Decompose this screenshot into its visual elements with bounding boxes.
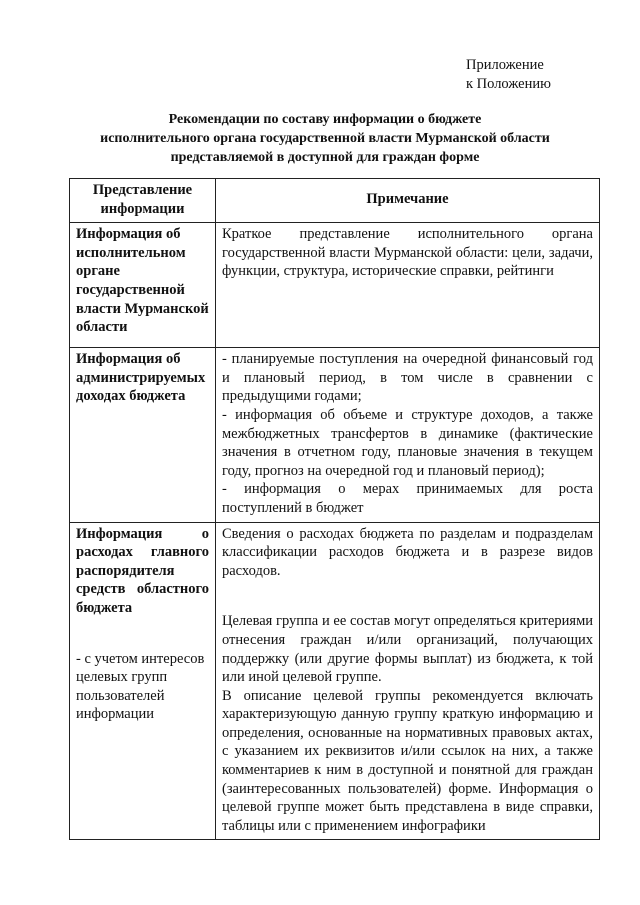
title-line-3: представляемой в доступной для граждан форме xyxy=(170,150,480,165)
row-2-left: Информация об администрируемых доходах бюджета xyxy=(70,348,216,522)
title-line-1: Рекомендации по составу информации о бюджете xyxy=(168,112,482,127)
row-3-left xyxy=(70,522,216,840)
appendix-label xyxy=(466,56,551,94)
header-representation: Представление информации xyxy=(70,179,216,223)
expenses-heading: Информация о расходах главного распорядителя средств областного бюджета xyxy=(76,525,209,616)
appendix-line-1: Приложение xyxy=(466,57,544,73)
revenue-item-2: - информация об объеме и структуре доходов, а также межбюджетных трансфертов в динамике (фактические значения в отчетном году, плановые значения в текущем году, прогноз на очередной год и плановый период); xyxy=(222,406,593,479)
table-row xyxy=(70,348,600,522)
target-group-definition: Целевая группа и ее состав могут определяться критериями отнесения граждан и/или организаций, получающих поддержку (или другие формы выплат) из бюджета, к той или иной целевой группе. xyxy=(222,613,593,686)
target-groups-note: - с учетом интересов целевых групп пользователей информации xyxy=(76,650,205,723)
row-1-left: Информация об исполнительном органе государственной власти Мурманской области xyxy=(70,223,216,348)
row-1-right: Краткое представление исполнительного органа государственной власти Мурманской области: цели, задачи, функции, структура, исторические справки, рейтинги xyxy=(216,223,600,348)
document-title xyxy=(60,110,590,167)
title-line-2: исполнительного органа государственной власти Мурманской области xyxy=(100,131,550,146)
row-2-right xyxy=(216,348,600,522)
row-3-right xyxy=(216,522,600,840)
table-header-row xyxy=(70,179,600,223)
revenue-item-1: - планируемые поступления на очередной финансовый год и плановый период, в том числе в сравнении с предыдущими годами; xyxy=(222,351,593,405)
table-row xyxy=(70,522,600,840)
expenses-info: Сведения о расходах бюджета по разделам и подразделам классификации расходов бюджета и в разрезе видов расходов. xyxy=(222,525,593,579)
table-row xyxy=(70,223,600,348)
target-group-description: В описание целевой группы рекомендуется включать характеризующую данную группу краткую информацию и определения, основанные на нормативных правовых актах, с указанием их реквизитов и/или ссылок на них, а также комментариев к ним в доступной и понятной для граждан (заинтересованных пользователей) форме. Информация о целевой группе может быть представлена в виде справки, таблицы или с применением инфографики xyxy=(222,687,593,834)
recommendations-table xyxy=(69,178,600,840)
appendix-line-2: к Положению xyxy=(466,76,551,92)
revenue-item-3: - информация о мерах принимаемых для роста поступлений в бюджет xyxy=(222,481,593,516)
header-note: Примечание xyxy=(216,179,600,223)
